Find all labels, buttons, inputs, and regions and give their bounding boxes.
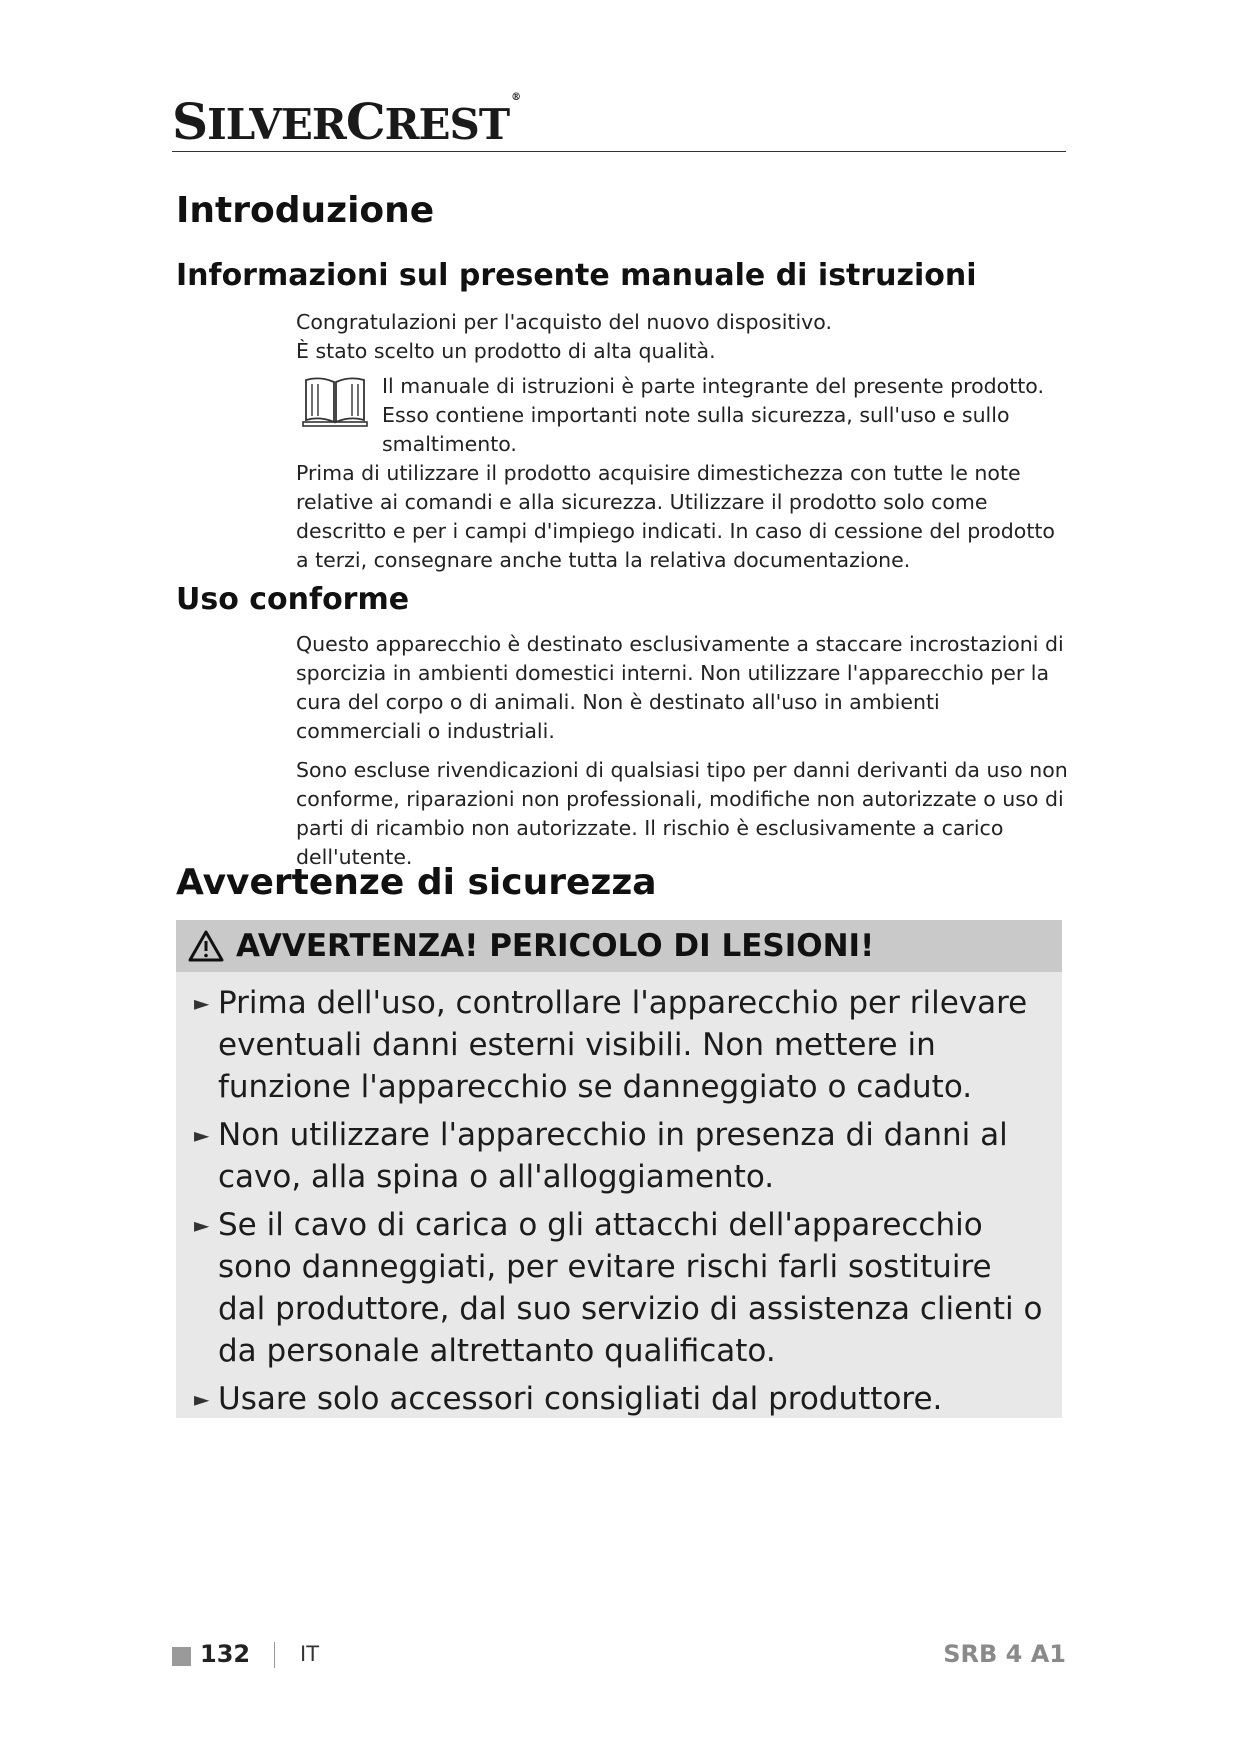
bullet-arrow-icon: ► xyxy=(194,1123,210,1147)
warning-box xyxy=(176,920,1062,1418)
intended-use-paragraph-2: Sono escluse rivendicazioni di qualsiasi tipo per danni derivanti da uso non conforme, riparazioni non professionali, modifiche non autorizzate o uso di parti di ricambio non autorizzate. Il rischio è esclusivamente a carico dell'utente. xyxy=(296,758,1068,869)
congrats-line-1: Congratulazioni per l'acquisto del nuovo dispositivo. xyxy=(296,310,832,334)
congrats-line-2: È stato scelto un prodotto di alta qualità. xyxy=(296,339,716,363)
manual-info-heading: Informazioni sul presente manuale di istruzioni xyxy=(176,258,977,293)
language-code: IT xyxy=(300,1642,320,1666)
warning-item: ► Prima dell'uso, controllare l'apparecchio per rilevare eventuali danni esterni visibili. Non mettere in funzione l'apparecchio se danneggiato o caduto. xyxy=(218,982,1046,1108)
warning-list xyxy=(176,972,1062,1420)
brand-logo: SILVERCREST® xyxy=(172,92,521,151)
book-icon xyxy=(302,372,368,428)
intro-paragraph: Prima di utilizzare il prodotto acquisire dimestichezza con tutte le note relative ai comandi e alla sicurezza. Utilizzare il prodotto solo come descritto e per i campi d'impiego indicati. In caso di cessione del prodotto a terzi, consegnare anche tutta la relativa documentazione. xyxy=(296,461,1055,572)
page-footer xyxy=(172,1640,1066,1670)
warning-heading: AVVERTENZA! PERICOLO DI LESIONI! xyxy=(236,928,875,964)
warning-item: ► Se il cavo di carica o gli attacchi dell'apparecchio sono danneggiati, per evitare rischi farli sostituire dal produttore, dal suo servizio di assistenza clienti o da personale altrettanto qualificato. xyxy=(218,1204,1046,1372)
bullet-arrow-icon: ► xyxy=(194,1213,210,1237)
footer-separator xyxy=(274,1642,275,1668)
safety-title: Avvertenze di sicurezza xyxy=(176,862,657,903)
model-code: SRB 4 A1 xyxy=(943,1640,1066,1668)
intro-body xyxy=(296,308,1068,575)
manual-note-text: Il manuale di istruzioni è parte integrante del presente prodotto. Esso contiene importanti note sulla sicurezza, sull'uso e sullo smaltimento. xyxy=(382,374,1044,456)
bullet-arrow-icon: ► xyxy=(194,991,210,1015)
intended-use-heading: Uso conforme xyxy=(176,582,410,617)
registered-mark: ® xyxy=(511,92,521,103)
warning-triangle-icon xyxy=(188,930,224,962)
intended-use-paragraph-1: Questo apparecchio è destinato esclusivamente a staccare incrostazioni di sporcizia in ambienti domestici interni. Non utilizzare l'apparecchio per la cura del corpo o di animali. Non è destinato all'uso in ambienti commerciali o industriali. xyxy=(296,632,1064,743)
manual-note xyxy=(296,372,1068,459)
footer-square-icon xyxy=(172,1647,191,1666)
intended-use-body xyxy=(296,630,1068,872)
header-rule xyxy=(172,151,1066,152)
warning-item: ► Non utilizzare l'apparecchio in presenza di danni al cavo, alla spina o all'alloggiamento. xyxy=(218,1114,1046,1198)
bullet-arrow-icon: ► xyxy=(194,1387,210,1411)
intro-title: Introduzione xyxy=(176,190,435,231)
page-number: 132 xyxy=(200,1640,251,1668)
warning-header xyxy=(176,920,1062,972)
warning-item: ► Usare solo accessori consigliati dal produttore. xyxy=(218,1378,1046,1420)
